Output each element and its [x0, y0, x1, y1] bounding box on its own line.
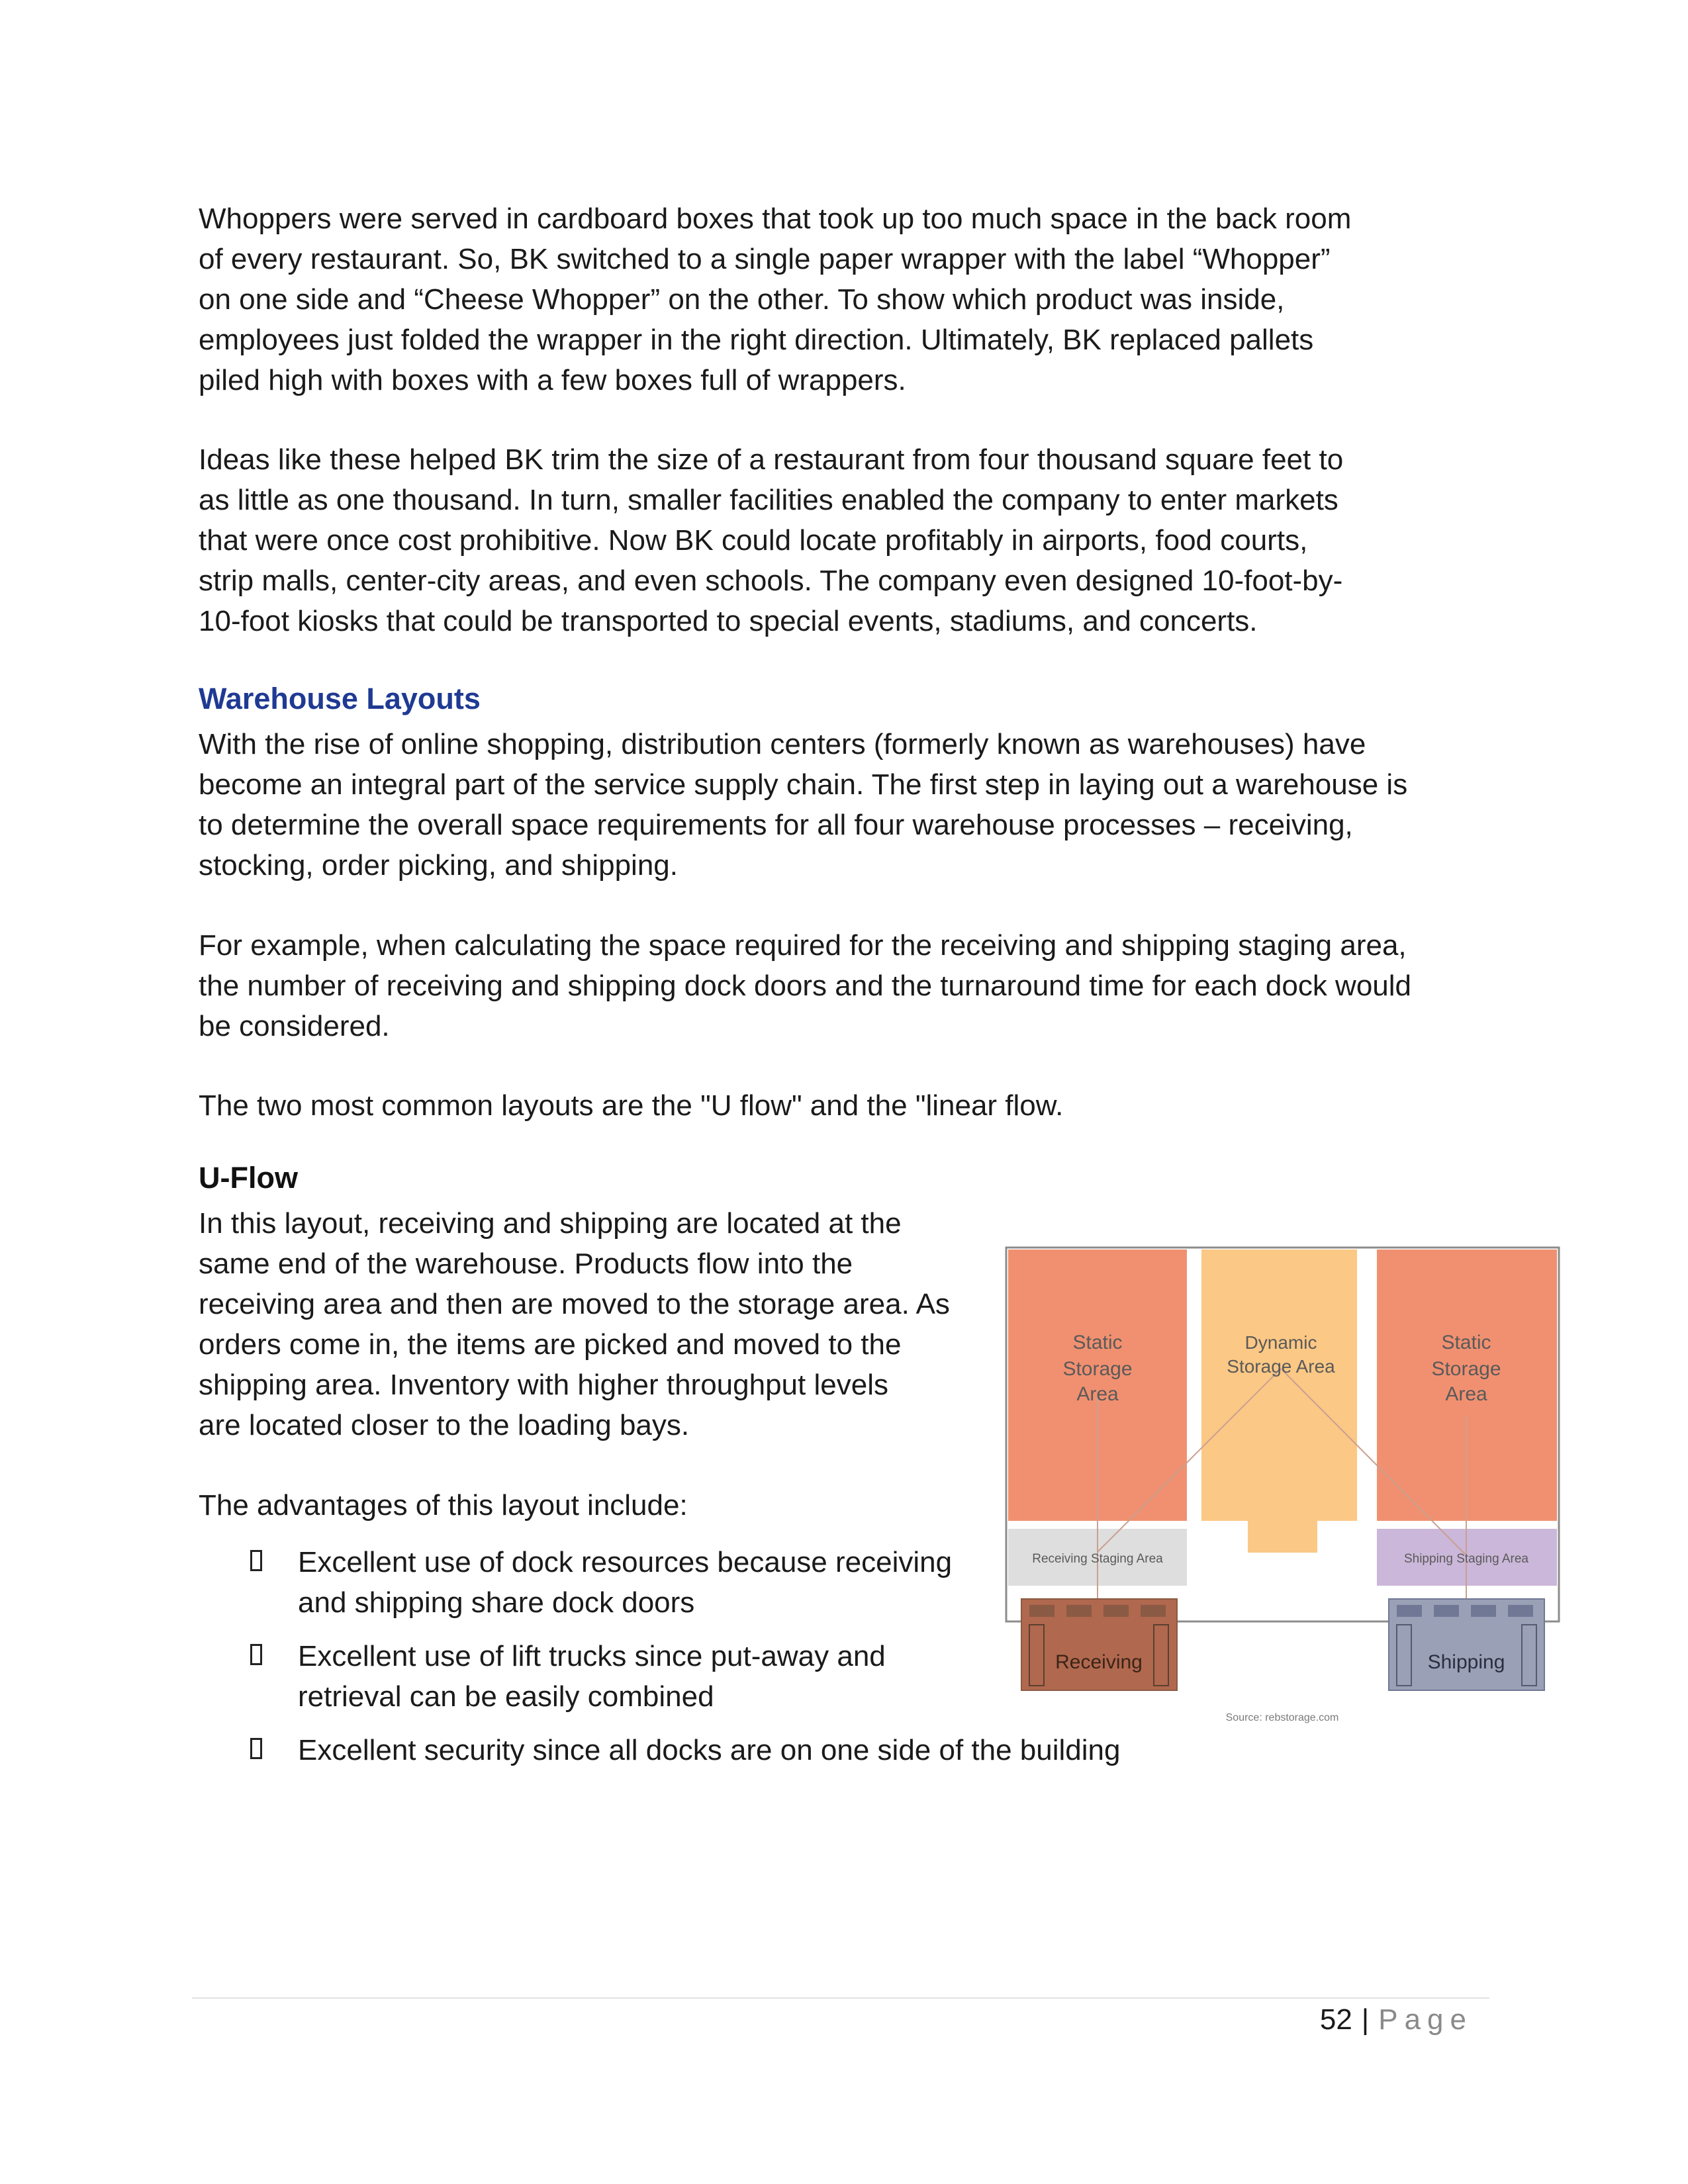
bullet-box-icon	[250, 1550, 262, 1571]
bullet-text: Excellent use of lift trucks since put-away and	[298, 1640, 886, 1672]
paragraph-restaurant-size	[199, 439, 1476, 641]
dynamic-storage-area	[1201, 1250, 1357, 1521]
text-line: In this layout, receiving and shipping are located at the	[199, 1207, 902, 1240]
heading-warehouse-layouts: Warehouse Layouts	[199, 682, 481, 715]
right-storage-label-line: Storage	[1431, 1358, 1501, 1380]
page-footer	[1320, 2000, 1473, 2040]
right-storage-label-line: Static	[1441, 1332, 1491, 1353]
text-line: strip malls, center-city areas, and even schools. The company even designed 10-foot-by-	[199, 565, 1343, 597]
text-line: The advantages of this layout include:	[199, 1489, 688, 1522]
paragraph-u-flow-description	[199, 1203, 980, 1445]
text-line: are located closer to the loading bays.	[199, 1409, 690, 1441]
bullet-text: Excellent security since all docks are on one side of the building	[298, 1734, 1121, 1766]
text-line: on one side and “Cheese Whopper” on the other. To show which product was inside,	[199, 283, 1285, 316]
center-storage-label-line: Storage Area	[1227, 1356, 1335, 1377]
list-item	[199, 1636, 1120, 1717]
paragraph-distribution-centers	[199, 724, 1476, 886]
u-flow-warehouse-diagram	[1003, 1244, 1562, 1734]
shipping-staging-label: Shipping Staging Area	[1403, 1552, 1529, 1566]
list-item	[199, 1730, 1120, 1770]
text-line: Whoppers were served in cardboard boxes that took up too much space in the back room	[199, 203, 1352, 235]
text-line: the number of receiving and shipping dock doors and the turnaround time for each dock would	[199, 970, 1412, 1002]
text-line: The two most common layouts are the "U flow" and the "linear flow.	[199, 1089, 1064, 1122]
list-item	[199, 1542, 1120, 1623]
text-line: employees just folded the wrapper in the right direction. Ultimately, BK replaced pallets	[199, 324, 1314, 356]
text-line: piled high with boxes with a few boxes full of wrappers.	[199, 364, 906, 396]
left-storage-label-line: Area	[1076, 1383, 1119, 1405]
text-line: of every restaurant. So, BK switched to a single paper wrapper with the label “Whopper”	[199, 243, 1331, 275]
text-line: be considered.	[199, 1010, 390, 1042]
bullet-text: retrieval can be easily combined	[298, 1680, 714, 1713]
text-line: receiving area and then are moved to the storage area. As	[199, 1288, 950, 1320]
bullet-text: Excellent use of dock resources because receiving	[298, 1546, 953, 1578]
text-line: that were once cost prohibitive. Now BK could locate profitably in airports, food courts,	[199, 524, 1308, 557]
text-line: With the rise of online shopping, distribution centers (formerly known as warehouses) have	[199, 728, 1366, 760]
bullet-box-icon	[250, 1644, 262, 1665]
receiving-label: Receiving	[1055, 1651, 1143, 1673]
left-storage-label-line: Storage	[1062, 1358, 1133, 1380]
text-line: orders come in, the items are picked and moved to the	[199, 1328, 902, 1361]
dynamic-storage-extension	[1248, 1521, 1317, 1553]
footer-separator: |	[1361, 2003, 1370, 2036]
receiving-staging-label: Receiving Staging Area	[1032, 1552, 1163, 1566]
right-storage-label-line: Area	[1445, 1383, 1487, 1405]
left-storage-label-line: Static	[1072, 1332, 1123, 1353]
text-line: For example, when calculating the space required for the receiving and shipping staging area,	[199, 929, 1407, 962]
text-line: to determine the overall space requirements for all four warehouse processes – receiving,	[199, 809, 1353, 841]
text-line: Ideas like these helped BK trim the size of a restaurant from four thousand square feet to	[199, 443, 1344, 476]
bullet-text: and shipping share dock doors	[298, 1586, 695, 1619]
shipping-label: Shipping	[1427, 1651, 1505, 1673]
center-storage-label-line: Dynamic	[1244, 1332, 1317, 1353]
text-line: stocking, order picking, and shipping.	[199, 849, 678, 882]
paragraph-staging-example	[199, 925, 1476, 1046]
text-line: same end of the warehouse. Products flow into the	[199, 1248, 853, 1280]
advantages-list	[199, 1542, 1120, 1784]
text-line: as little as one thousand. In turn, smaller facilities enabled the company to enter markets	[199, 484, 1338, 516]
bullet-box-icon	[250, 1738, 262, 1759]
text-line: 10-foot kiosks that could be transported to special events, stadiums, and concerts.	[199, 605, 1258, 637]
text-line: shipping area. Inventory with higher throughput levels	[199, 1369, 888, 1401]
heading-u-flow: U-Flow	[199, 1161, 298, 1195]
text-line: become an integral part of the service supply chain. The first step in laying out a warehouse is	[199, 768, 1408, 801]
footer-divider	[192, 1997, 1489, 1999]
page-number: 52	[1319, 2003, 1352, 2036]
paragraph-common-layouts	[199, 1085, 1476, 1126]
source-label: Source: rebstorage.com	[1225, 1712, 1339, 1723]
page-label: Page	[1378, 2003, 1473, 2036]
paragraph-whopper-wrappers	[199, 199, 1476, 400]
